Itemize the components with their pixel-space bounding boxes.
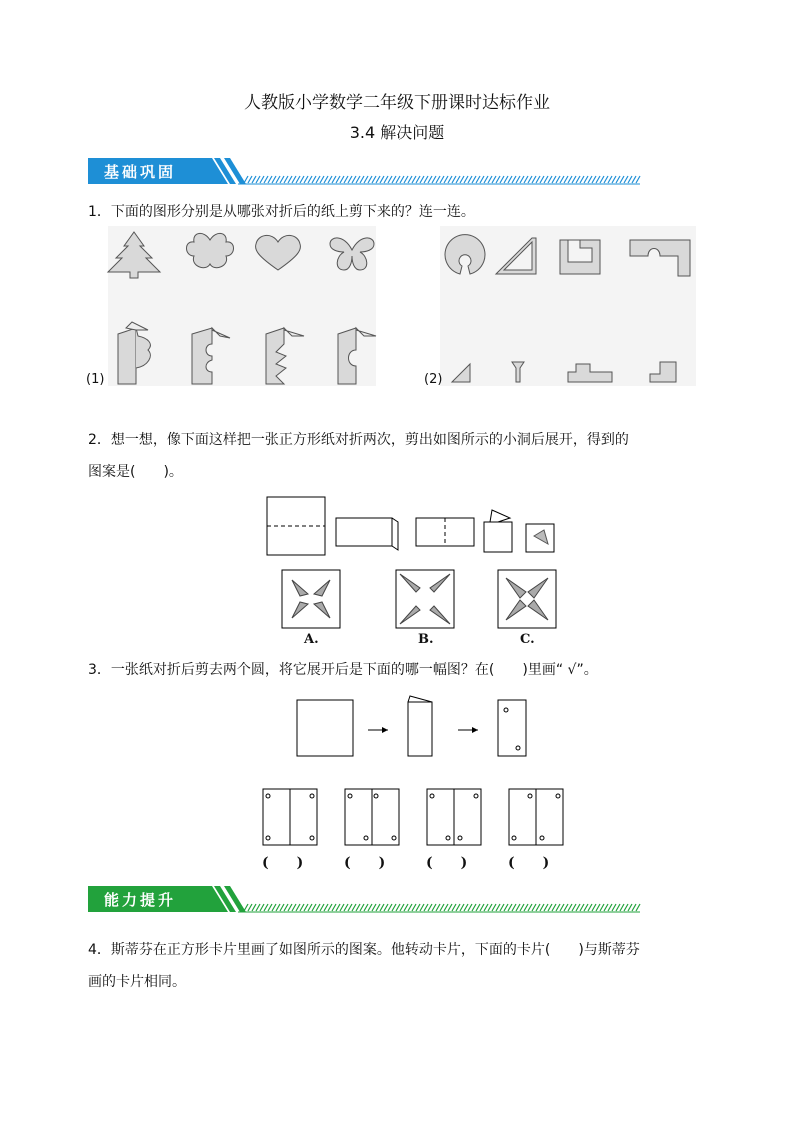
question-2-line1: 2．想一想，像下面这样把一张正方形纸对折两次，剪出如图所示的小洞后展开，得到的 <box>88 432 629 448</box>
q2-option-b-label: B. <box>418 632 434 647</box>
banner-hatch-stroke <box>436 176 440 183</box>
banner-hatch-stroke <box>464 904 468 911</box>
banner-hatch-stroke <box>400 176 404 183</box>
banner-hatch-stroke <box>316 904 320 911</box>
banner-hatch-stroke <box>548 904 552 911</box>
section-label-advanced: 能力提升 <box>104 891 177 909</box>
banner-hatch-stroke <box>364 904 368 911</box>
banner-hatch-stroke <box>380 904 384 911</box>
banner-hatch-stroke <box>628 904 632 911</box>
banner-hatch-stroke <box>584 904 588 911</box>
banner-hatch-stroke <box>512 904 516 911</box>
banner-hatch-stroke <box>476 176 480 183</box>
q2-options <box>282 570 562 632</box>
question-4-line1: 4．斯蒂芬在正方形卡片里画了如图所示的图案。他转动卡片，下面的卡片( )与斯蒂芬 <box>88 942 640 958</box>
banner-hatch-stroke <box>348 904 352 911</box>
section-label-basic: 基础巩固 <box>104 163 177 181</box>
banner-hatch-stroke <box>328 176 332 183</box>
banner-hatch-stroke <box>508 176 512 183</box>
banner-hatch-stroke <box>404 176 408 183</box>
banner-hatch-stroke <box>600 904 604 911</box>
banner-hatch-stroke <box>300 176 304 183</box>
banner-hatch-stroke <box>448 904 452 911</box>
banner-hatch-stroke <box>332 176 336 183</box>
banner-hatch-stroke <box>416 176 420 183</box>
q1-figure-left <box>108 226 376 386</box>
banner-hatch-stroke <box>532 904 536 911</box>
banner-hatch-stroke <box>344 904 348 911</box>
banner-hatch-stroke <box>592 904 596 911</box>
banner-hatch-stroke <box>568 904 572 911</box>
question-2-line2: 图案是( )。 <box>88 464 183 480</box>
banner-hatch-stroke <box>408 904 412 911</box>
banner-hatch-stroke <box>568 176 572 183</box>
banner-hatch-stroke <box>620 904 624 911</box>
banner-hatch-stroke <box>432 176 436 183</box>
banner-hatch-stroke <box>440 176 444 183</box>
banner-hatch-stroke <box>428 176 432 183</box>
banner-hatch-stroke <box>276 904 280 911</box>
banner-hatch-stroke <box>464 176 468 183</box>
banner-hatch-stroke <box>520 176 524 183</box>
banner-hatch-stroke <box>452 176 456 183</box>
banner-hatch-stroke <box>552 176 556 183</box>
banner-hatch-stroke <box>556 176 560 183</box>
banner-hatch-stroke <box>316 176 320 183</box>
banner-hatch-stroke <box>336 176 340 183</box>
banner-hatch-stroke <box>288 904 292 911</box>
banner-hatch-stroke <box>632 176 636 183</box>
banner-hatch-stroke <box>296 176 300 183</box>
banner-hatch-stroke <box>452 904 456 911</box>
banner-hatch-stroke <box>512 176 516 183</box>
banner-hatch-stroke <box>616 904 620 911</box>
banner-hatch-stroke <box>396 176 400 183</box>
banner-hatch-stroke <box>408 176 412 183</box>
banner-hatch-stroke <box>532 176 536 183</box>
banner-hatch-stroke <box>304 904 308 911</box>
banner-hatch-stroke <box>272 904 276 911</box>
banner-hatch-stroke <box>560 904 564 911</box>
banner-hatch-stroke <box>436 904 440 911</box>
banner-hatch-stroke <box>600 176 604 183</box>
q2-option-b <box>396 570 454 628</box>
banner-hatch-stroke <box>432 904 436 911</box>
banner-hatch-stroke <box>420 176 424 183</box>
banner-hatch-stroke <box>352 904 356 911</box>
banner-hatch-stroke <box>500 904 504 911</box>
banner-hatch-stroke <box>560 176 564 183</box>
banner-hatch-stroke <box>312 904 316 911</box>
banner-hatch-stroke <box>324 176 328 183</box>
banner-hatch-stroke <box>292 176 296 183</box>
banner-hatch-stroke <box>356 904 360 911</box>
banner-hatch-stroke <box>416 904 420 911</box>
banner-hatch-stroke <box>580 176 584 183</box>
banner-hatch-stroke <box>312 176 316 183</box>
banner-hatch-stroke <box>468 904 472 911</box>
banner-hatch-stroke <box>260 904 264 911</box>
banner-hatch-stroke <box>496 904 500 911</box>
banner-hatch-stroke <box>392 176 396 183</box>
banner-hatch-stroke <box>456 904 460 911</box>
banner-hatch-stroke <box>552 904 556 911</box>
banner-hatch-stroke <box>388 176 392 183</box>
banner-hatch-stroke <box>444 904 448 911</box>
banner-hatch-stroke <box>636 176 640 183</box>
banner-hatch-stroke <box>376 904 380 911</box>
q3-answer-blank-3[interactable]: ( ) <box>426 855 468 871</box>
banner-hatch-stroke <box>276 176 280 183</box>
banner-hatch-stroke <box>264 176 268 183</box>
q2-option-c-label: C. <box>520 632 535 647</box>
banner-hatch-stroke <box>252 904 256 911</box>
banner-hatch-stroke <box>368 904 372 911</box>
banner-hatch-stroke <box>516 176 520 183</box>
banner-hatch-stroke <box>596 904 600 911</box>
banner-hatch-stroke <box>484 176 488 183</box>
banner-hatch-stroke <box>448 176 452 183</box>
banner-hatch-stroke <box>424 176 428 183</box>
q2-option-a-label: A. <box>304 632 319 647</box>
banner-hatch-stroke <box>280 176 284 183</box>
banner-hatch-stroke <box>608 176 612 183</box>
banner-hatch-stroke <box>480 904 484 911</box>
banner-hatch-stroke <box>300 904 304 911</box>
banner-hatch-stroke <box>248 176 252 183</box>
banner-hatch-stroke <box>504 904 508 911</box>
banner-hatch-stroke <box>340 176 344 183</box>
banner-hatch-stroke <box>468 176 472 183</box>
banner-hatch-stroke <box>284 176 288 183</box>
banner-hatch-stroke <box>280 904 284 911</box>
banner-hatch-stroke <box>372 904 376 911</box>
banner-hatch-stroke <box>348 176 352 183</box>
banner-hatch-stroke <box>256 176 260 183</box>
banner-hatch-stroke <box>624 176 628 183</box>
banner-hatch-stroke <box>420 904 424 911</box>
banner-hatch-stroke <box>360 904 364 911</box>
banner-hatch-stroke <box>308 904 312 911</box>
banner-hatch-stroke <box>248 904 252 911</box>
banner-hatch-stroke <box>608 904 612 911</box>
banner-hatch-stroke <box>268 904 272 911</box>
banner-hatch-stroke <box>536 904 540 911</box>
banner-hatch-stroke <box>392 904 396 911</box>
banner-hatch-stroke <box>336 904 340 911</box>
banner-hatch-stroke <box>544 176 548 183</box>
question-4-line2: 画的卡片相同。 <box>88 974 186 990</box>
question-1-text: 1．下面的图形分别是从哪张对折后的纸上剪下来的？连一连。 <box>88 204 475 220</box>
banner-hatch-stroke <box>388 904 392 911</box>
q3-option-4 <box>509 789 563 845</box>
banner-hatch-stroke <box>596 176 600 183</box>
banner-hatch-stroke <box>556 904 560 911</box>
banner-hatch-stroke <box>360 176 364 183</box>
banner-hatch-stroke <box>460 904 464 911</box>
q3-options <box>262 788 566 848</box>
banner-hatch-stroke <box>352 176 356 183</box>
banner-hatch-stroke <box>384 176 388 183</box>
banner-hatch-stroke <box>576 176 580 183</box>
banner-hatch-stroke <box>396 904 400 911</box>
banner-hatch-stroke <box>380 176 384 183</box>
banner-hatch-stroke <box>272 176 276 183</box>
banner-hatch-stroke <box>484 904 488 911</box>
banner-hatch-stroke <box>328 904 332 911</box>
banner-hatch-stroke <box>268 176 272 183</box>
banner-hatch-stroke <box>588 176 592 183</box>
banner-hatch-stroke <box>260 176 264 183</box>
banner-hatch-stroke <box>524 176 528 183</box>
banner-hatch-stroke <box>304 176 308 183</box>
banner-hatch-stroke <box>384 904 388 911</box>
banner-hatch-stroke <box>572 904 576 911</box>
q3-process <box>296 694 536 760</box>
banner-hatch-stroke <box>476 904 480 911</box>
banner-hatch-stroke <box>428 904 432 911</box>
banner-hatch-stroke <box>524 904 528 911</box>
banner-hatch-stroke <box>256 904 260 911</box>
banner-hatch-stroke <box>472 904 476 911</box>
q3-answer-blank-2[interactable]: ( ) <box>344 855 386 871</box>
banner-hatch-stroke <box>572 176 576 183</box>
banner-hatch-stroke <box>584 176 588 183</box>
banner-hatch-stroke <box>344 176 348 183</box>
banner-hatch-stroke <box>320 904 324 911</box>
q2-folding-steps <box>266 496 566 558</box>
banner-hatch-stroke <box>368 176 372 183</box>
banner-hatch-stroke <box>292 904 296 911</box>
banner-hatch-stroke <box>548 176 552 183</box>
banner-hatch-stroke <box>540 176 544 183</box>
banner-hatch-stroke <box>604 176 608 183</box>
banner-hatch-stroke <box>496 176 500 183</box>
banner-hatch-stroke <box>528 176 532 183</box>
banner-hatch-stroke <box>620 176 624 183</box>
banner-hatch-stroke <box>308 176 312 183</box>
banner-hatch-stroke <box>296 904 300 911</box>
banner-hatch-stroke <box>460 176 464 183</box>
banner-hatch-stroke <box>440 904 444 911</box>
banner-hatch-stroke <box>624 904 628 911</box>
banner-hatch-stroke <box>544 904 548 911</box>
banner-hatch-stroke <box>516 904 520 911</box>
banner-hatch-stroke <box>500 176 504 183</box>
banner-hatch-stroke <box>636 904 640 911</box>
banner-hatch-stroke <box>456 176 460 183</box>
q3-option-1 <box>263 789 317 845</box>
q1-part2-label: (2) <box>424 372 443 387</box>
banner-hatch-stroke <box>580 904 584 911</box>
banner-hatch-stroke <box>588 904 592 911</box>
banner-hatch-stroke <box>612 904 616 911</box>
banner-hatch-stroke <box>404 904 408 911</box>
question-3-text: 3．一张纸对折后剪去两个圆，将它展开后是下面的哪一幅图？在( )里画“ √”。 <box>88 662 598 678</box>
q3-option-2 <box>345 789 399 845</box>
banner-hatch-stroke <box>604 904 608 911</box>
banner-hatch-stroke <box>424 904 428 911</box>
banner-hatch-stroke <box>244 176 248 183</box>
banner-hatch-stroke <box>508 904 512 911</box>
banner-hatch-stroke <box>612 176 616 183</box>
banner-hatch-stroke <box>264 904 268 911</box>
banner-hatch-stroke <box>564 904 568 911</box>
banner-hatch-stroke <box>444 176 448 183</box>
banner-hatch-stroke <box>488 176 492 183</box>
q3-answer-blank-4[interactable]: ( ) <box>508 855 550 871</box>
banner-hatch-stroke <box>244 904 248 911</box>
banner-hatch-stroke <box>284 904 288 911</box>
banner-hatch-stroke <box>332 904 336 911</box>
banner-hatch-stroke <box>632 904 636 911</box>
page-subtitle: 3.4 解决问题 <box>349 123 445 142</box>
banner-hatch-stroke <box>400 904 404 911</box>
banner-hatch-stroke <box>520 904 524 911</box>
banner-hatch-stroke <box>628 176 632 183</box>
banner-hatch-stroke <box>488 904 492 911</box>
q1-figure-right <box>440 226 696 386</box>
banner-hatch-stroke <box>480 176 484 183</box>
banner-hatch-stroke <box>592 176 596 183</box>
banner-hatch-stroke <box>372 176 376 183</box>
banner-hatch-stroke <box>324 904 328 911</box>
banner-hatch-stroke <box>252 176 256 183</box>
banner-hatch-stroke <box>356 176 360 183</box>
banner-hatch-stroke <box>288 176 292 183</box>
q1-part1-label: (1) <box>86 372 105 387</box>
banner-hatch-stroke <box>412 176 416 183</box>
q2-option-c <box>498 570 556 628</box>
banner-hatch-stroke <box>536 176 540 183</box>
banner-hatch-stroke <box>376 176 380 183</box>
banner-hatch-stroke <box>540 904 544 911</box>
banner-hatch-stroke <box>472 176 476 183</box>
q3-answer-blank-1[interactable]: ( ) <box>262 855 304 871</box>
banner-hatch-stroke <box>492 176 496 183</box>
banner-hatch-stroke <box>412 904 416 911</box>
banner-hatch-stroke <box>576 904 580 911</box>
banner-hatch-stroke <box>564 176 568 183</box>
banner-hatch-stroke <box>340 904 344 911</box>
banner-hatch-stroke <box>320 176 324 183</box>
banner-hatch-stroke <box>492 904 496 911</box>
banner-hatch-stroke <box>616 176 620 183</box>
q3-option-3 <box>427 789 481 845</box>
banner-hatch-stroke <box>504 176 508 183</box>
banner-hatch-stroke <box>528 904 532 911</box>
banner-hatch-stroke <box>364 176 368 183</box>
q2-option-a <box>282 570 340 628</box>
page-title: 人教版小学数学二年级下册课时达标作业 <box>244 93 550 113</box>
